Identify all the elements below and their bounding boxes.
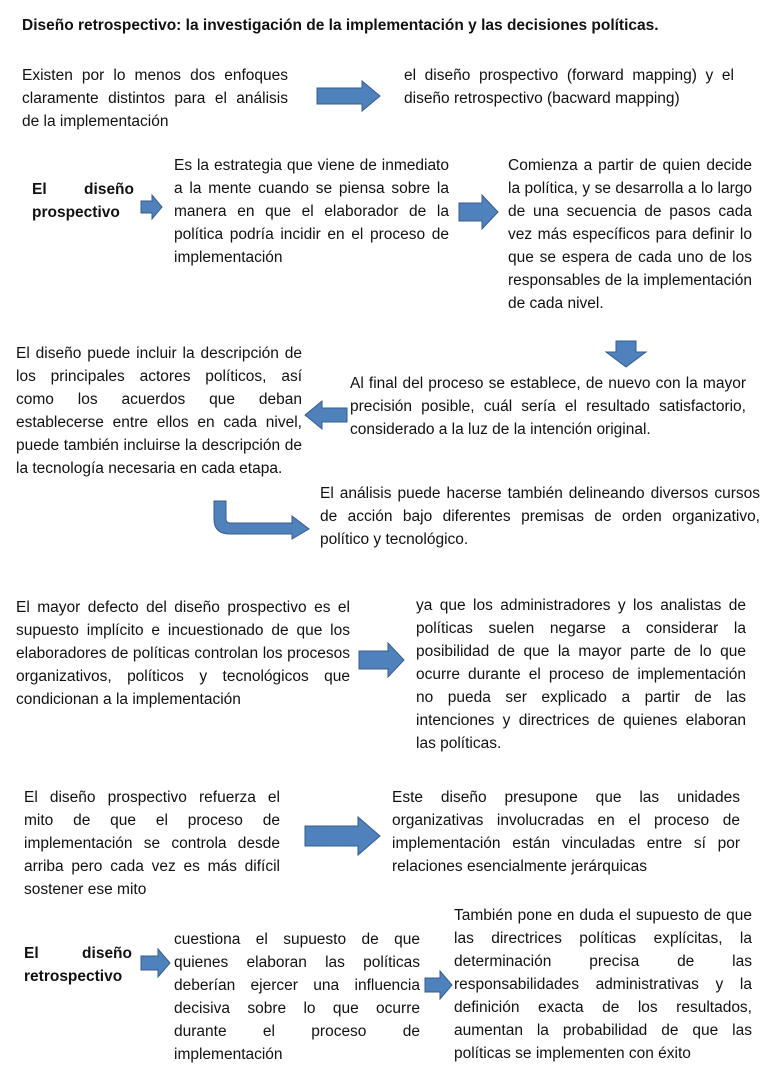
- down-arrow-icon: [604, 340, 648, 368]
- text-block-estrategia: Es la estrategia que viene de inmediato a la mente cuando se piensa sobre la manera en que el elaborador de la política podría incidir en el proceso de implementación: [174, 157, 449, 266]
- left-arrow-icon: [304, 400, 348, 430]
- right-arrow-icon: [304, 816, 382, 856]
- text-block-al-final: Al final del proceso se establece, de nuevo con la mayor precisión posible, cuál sería el resultado satisfactorio, considerado a la luz de la intención original.: [350, 375, 746, 438]
- right-arrow-icon: [316, 80, 382, 112]
- text-block-comienza: Comienza a partir de quien decide la política, y se desarrolla a lo largo de una secuencia de pasos cada vez más específicos para definir lo que se espera de cada uno de los responsables de la implementación de cada nivel.: [508, 157, 752, 312]
- label-diseno-prospectivo: El diseño prospectivo: [32, 181, 134, 221]
- text-block-tambien: También pone en duda el supuesto de que las directrices políticas explícitas, la determinación precisa de las responsabilidades administrativas y la definición exacta de los resultados, aumentan la probabilidad de que las políticas se implementen con éxito: [454, 907, 752, 1062]
- text-block-ya-que: ya que los administradores y los analistas de políticas suelen negarse a considerar la posibilidad de que la mayor parte de lo que ocurre durante el proceso de implementación no pueda ser explicado a partir de las intenciones y directrices de quienes elaboran las políticas.: [416, 597, 746, 752]
- text-block-mayor-defecto: El mayor defecto del diseño prospectivo es el supuesto implícito e incuestionado de que los elaboradores de políticas controlan los procesos organizativos, políticos y tecnológicos que condicionan a la implementación: [16, 599, 350, 708]
- text-block-descripcion-actores: El diseño puede incluir la descripción de los principales actores políticos, así como los acuerdos que deban establecerse entre ellos en cada nivel, puede también incluirse la descripción de la tecnología necesaria en cada etapa.: [16, 345, 302, 477]
- text-block-presupone: Este diseño presupone que las unidades organizativas involucradas en el proceso de implementación están vinculadas entre sí por relaciones esencialmente jerárquicas: [392, 789, 740, 875]
- right-arrow-icon: [358, 642, 406, 678]
- text-block-analisis: El análisis puede hacerse también delineando diversos cursos de acción bajo diferentes premisas de orden organizativo, político y tecnológico.: [320, 485, 760, 548]
- label-diseno-retrospectivo: El diseño retrospectivo: [24, 945, 132, 985]
- text-block-cuestiona: cuestiona el supuesto de que quienes elaboran las políticas deberían ejercer una influencia decisiva sobre lo que ocurre durante el proceso de implementación: [174, 931, 420, 1063]
- text-block-two-designs: el diseño prospectivo (forward mapping) y el diseño retrospectivo (bacward mapping): [404, 67, 734, 107]
- right-arrow-icon: [424, 970, 454, 1000]
- text-block-enfoques: Existen por lo menos dos enfoques claramente distintos para el análisis de la implementación: [22, 67, 288, 130]
- text-block-refuerza-mito: El diseño prospectivo refuerza el mito de que el proceso de implementación se controla desde arriba pero cada vez es más difícil sostener ese mito: [24, 789, 280, 898]
- page-title: Diseño retrospectivo: la investigación de la implementación y las decisiones políticas.: [22, 17, 659, 34]
- bent-arrow-icon: [212, 500, 312, 540]
- right-arrow-icon: [140, 948, 172, 978]
- right-arrow-icon: [140, 194, 164, 220]
- right-arrow-icon: [458, 194, 500, 230]
